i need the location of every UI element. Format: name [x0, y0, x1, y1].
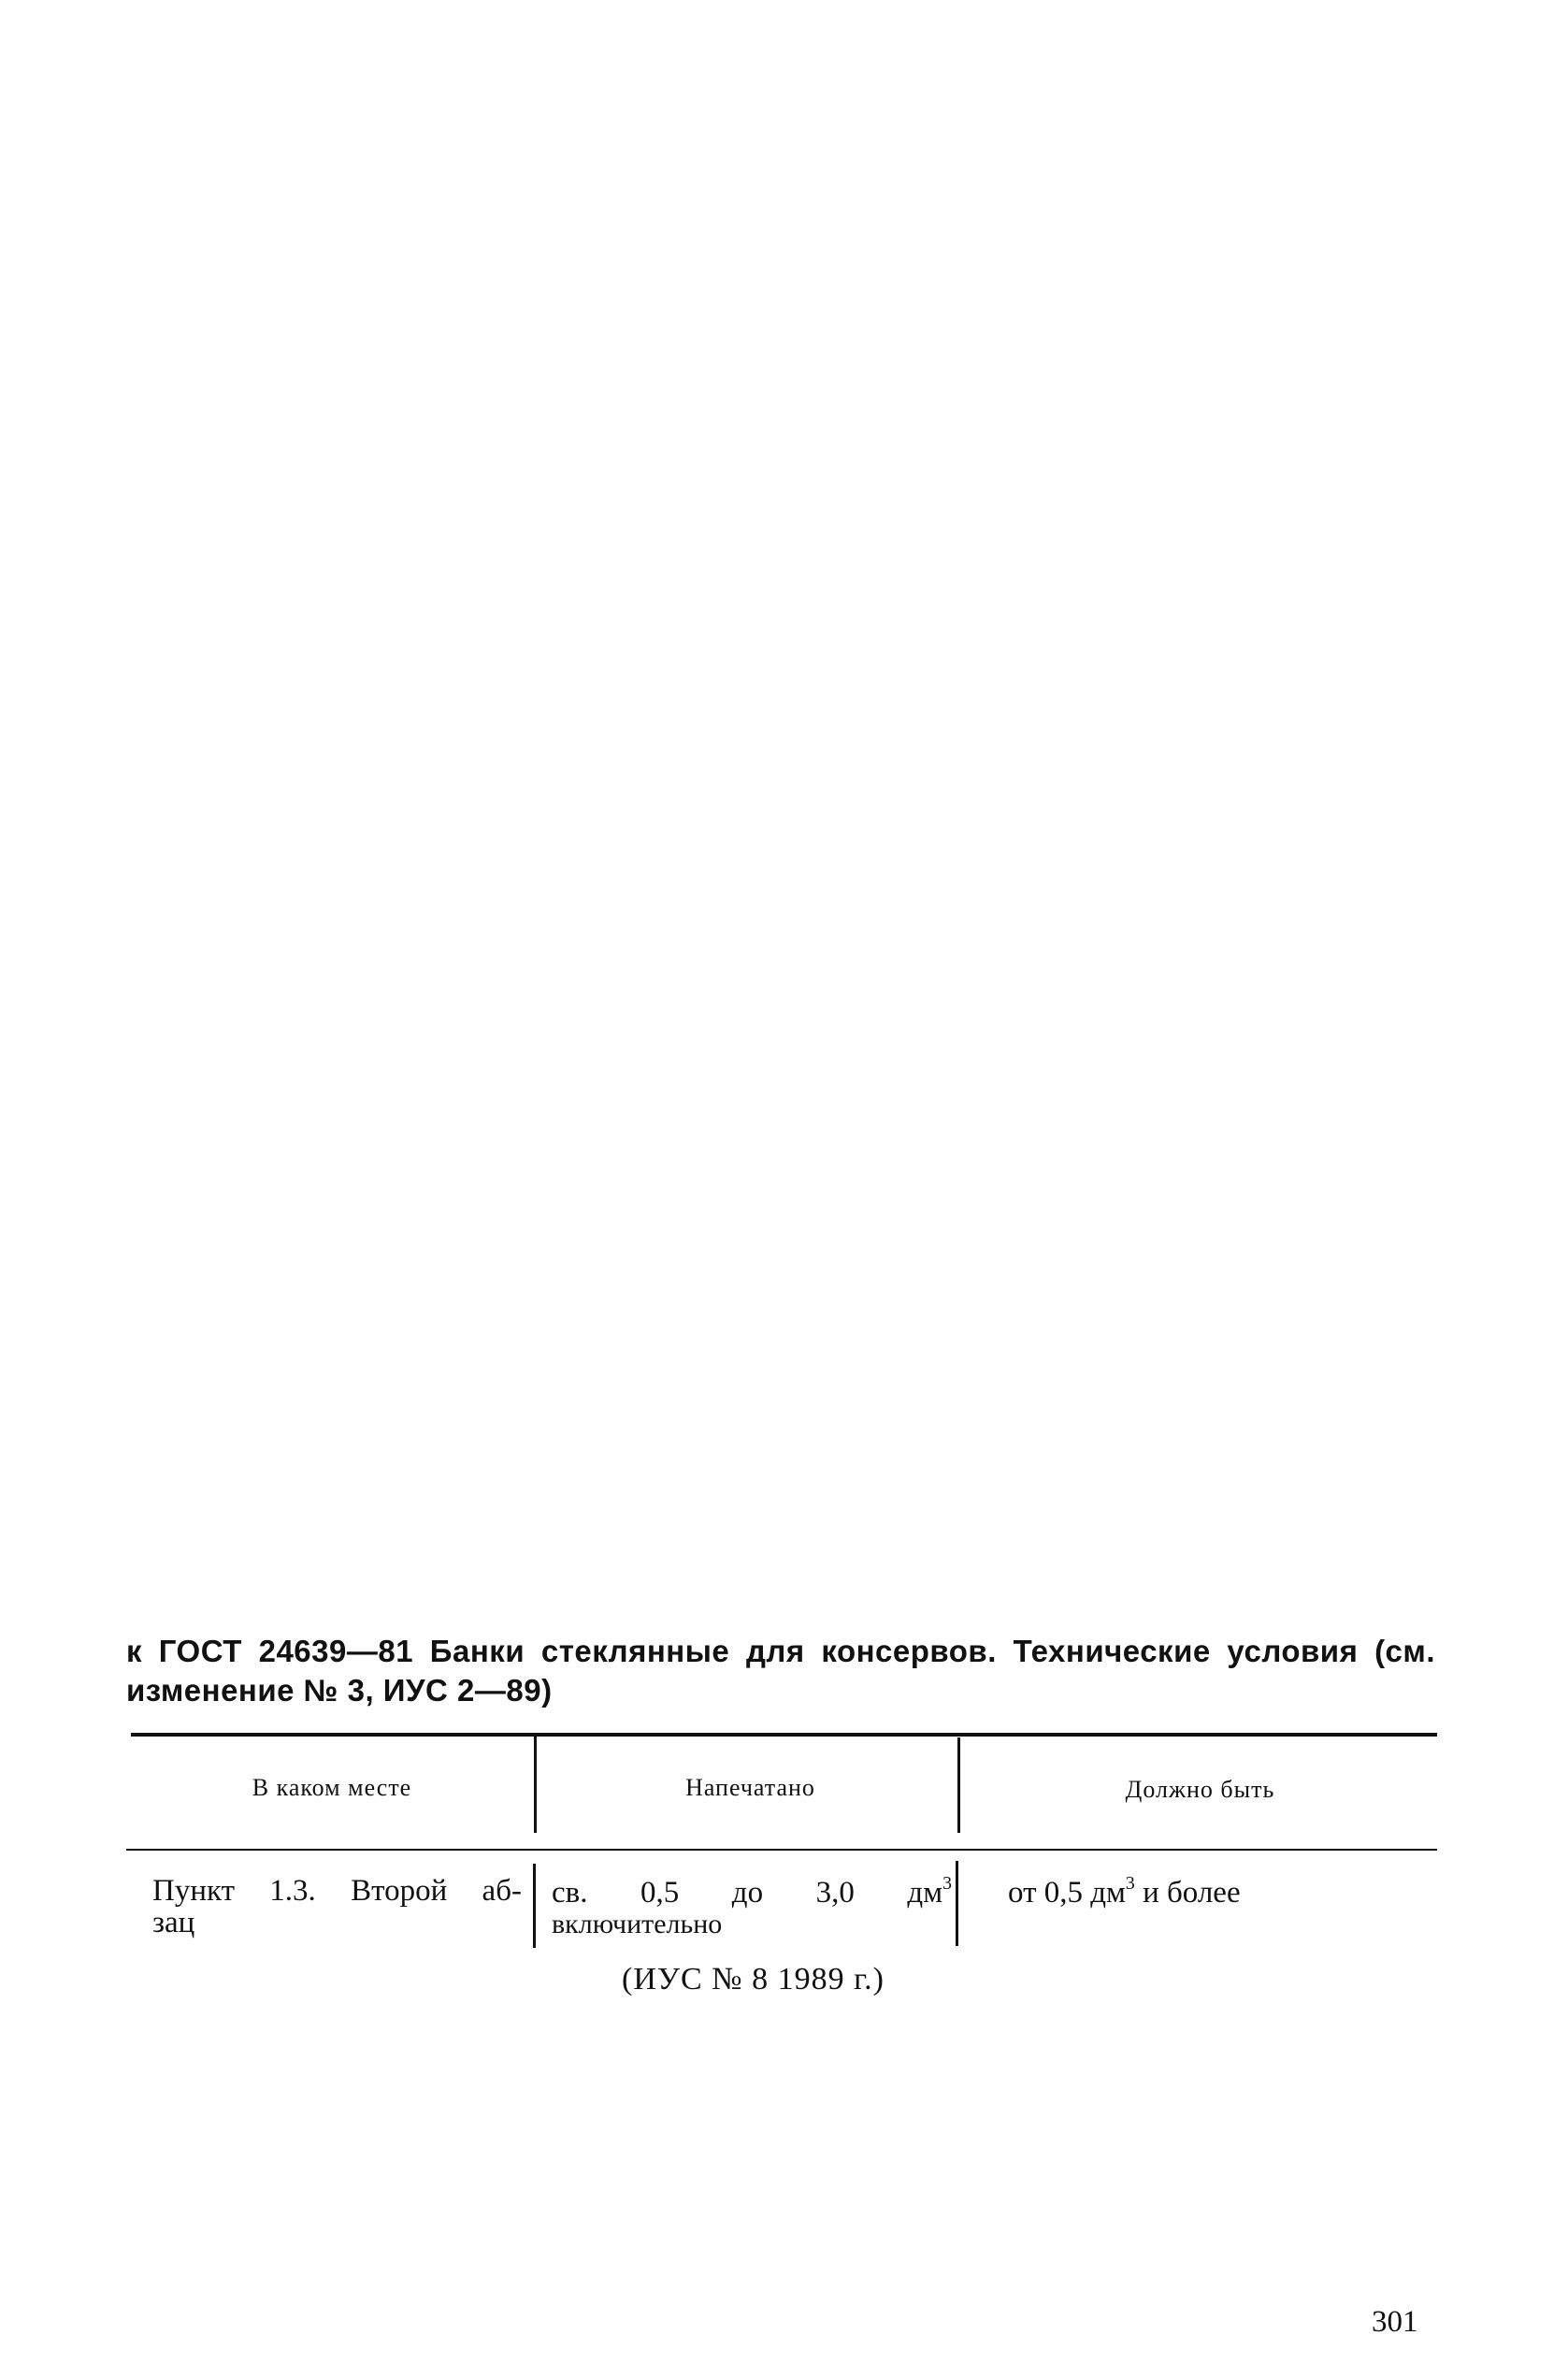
table-row-printed — [552, 1873, 952, 1940]
table-header-rule — [126, 1849, 1437, 1851]
printed-superscript: 3 — [942, 1873, 952, 1895]
heading-line-2: изменение № 3, ИУС 2—89) — [126, 1673, 553, 1708]
page-number: 301 — [1372, 2305, 1418, 2339]
column-divider-2 — [957, 1737, 960, 1833]
where-line-1: Пункт 1.3. Второй аб- — [152, 1874, 522, 1908]
header-where: В каком месте — [252, 1774, 412, 1801]
should-be-post: и более — [1134, 1876, 1241, 1910]
heading-line-1: к ГОСТ 24639—81 Банки стеклянные для консервов. Технические условия (см. — [126, 1634, 1435, 1668]
printed-line-1 — [552, 1873, 952, 1910]
source-reference: (ИУС № 8 1989 г.) — [622, 1962, 885, 1996]
should-be-pre: от 0,5 дм — [1008, 1876, 1126, 1910]
header-printed: Напечатано — [685, 1774, 815, 1801]
where-line-2: зац — [152, 1906, 195, 1939]
header-should-be: Должно быть — [1125, 1776, 1275, 1803]
amendment-heading — [126, 1632, 1435, 1710]
column-divider-1 — [534, 1735, 537, 1833]
printed-text: св. 0,5 до 3,0 дм — [552, 1876, 943, 1910]
table-row-should-be — [1008, 1873, 1429, 1910]
column-divider-2-body — [956, 1861, 958, 1946]
table-row-where — [152, 1875, 522, 1939]
table-top-rule — [131, 1733, 1437, 1737]
printed-line-2: включительно — [552, 1909, 723, 1939]
should-be-superscript: 3 — [1125, 1873, 1135, 1895]
column-divider-1-body — [533, 1864, 536, 1948]
